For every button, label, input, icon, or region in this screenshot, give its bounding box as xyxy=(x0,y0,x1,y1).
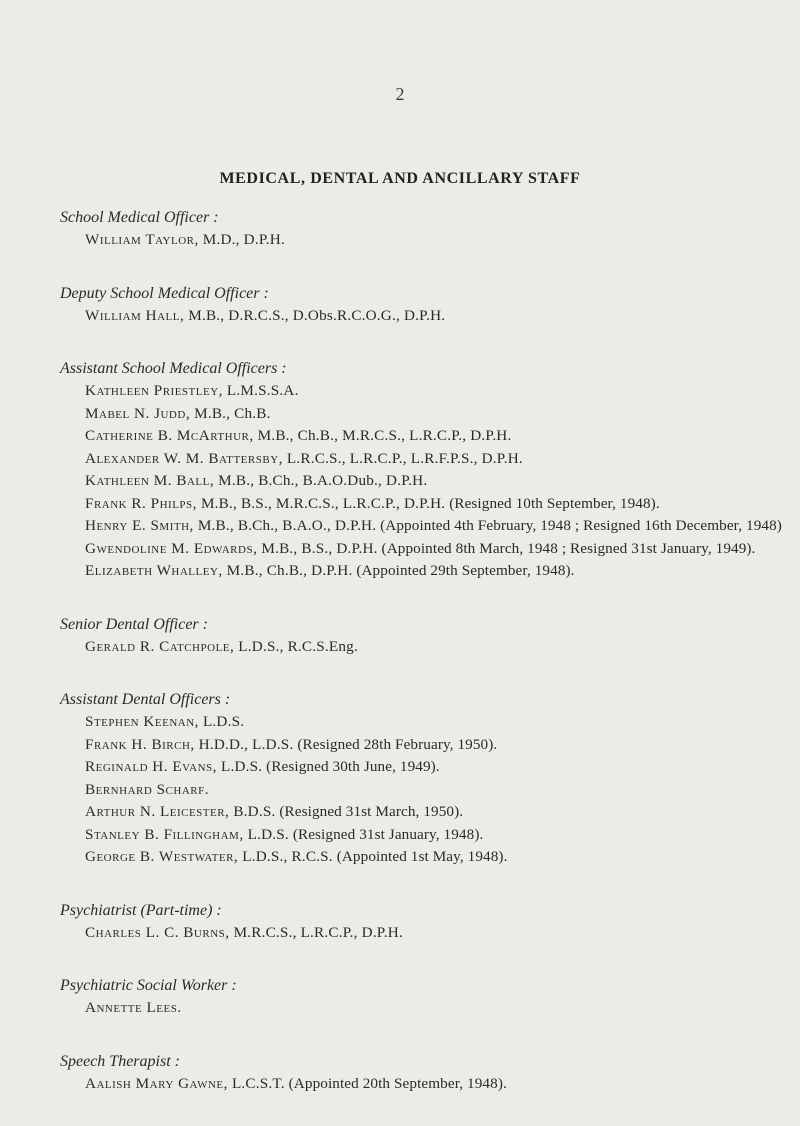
staff-name: Frank H. Birch, xyxy=(85,735,195,753)
staff-entry xyxy=(60,493,798,516)
staff-name: Annette Lees. xyxy=(85,999,182,1016)
staff-entry xyxy=(60,1073,798,1096)
staff-note: (Appointed 8th March, 1948 ; Resigned 31st January, 1949). xyxy=(377,539,756,557)
staff-qualifications: M.B., D.R.C.S., D.Obs.R.C.O.G., D.P.H. xyxy=(184,306,446,324)
staff-note: (Resigned 28th February, 1950). xyxy=(293,735,498,753)
section-title: School Medical Officer : xyxy=(60,209,219,226)
staff-qualifications: L.D.S. xyxy=(216,758,263,775)
staff-qualifications: M.B., B.Ch., B.A.O.Dub., D.P.H. xyxy=(214,472,428,489)
staff-qualifications: L.D.S. xyxy=(243,825,289,843)
staff-entry xyxy=(60,997,798,1020)
page-heading: MEDICAL, DENTAL AND ANCILLARY STAFF xyxy=(219,170,581,187)
staff-qualifications: L.C.S.T. xyxy=(227,1074,285,1092)
staff-entry xyxy=(60,756,798,779)
staff-name: Bernhard Scharf. xyxy=(85,780,210,798)
staff-qualifications: M.B., B.S., D.P.H. xyxy=(257,539,378,557)
staff-qualifications: M.B., Ch.B. xyxy=(190,404,271,422)
staff-list xyxy=(60,207,798,1126)
section-title: Psychiatrist (Part-time) : xyxy=(60,901,222,919)
staff-name: Mabel N. Judd, xyxy=(85,404,191,422)
staff-name: Reginald H. Evans, xyxy=(85,758,217,775)
staff-qualifications: M.B., Ch.B., M.R.C.S., L.R.C.P., D.P.H. xyxy=(253,427,512,444)
staff-name: Stanley B. Fillingham, xyxy=(85,825,244,843)
staff-entry xyxy=(60,824,798,847)
staff-note: (Appointed 4th February, 1948 ; Resigned 16th December, 1948) xyxy=(376,517,782,534)
staff-section xyxy=(60,900,798,945)
staff-entry xyxy=(60,380,798,403)
section-title: Psychiatric Social Worker : xyxy=(60,977,237,994)
staff-section xyxy=(60,975,798,1020)
staff-note: (Appointed 1st May, 1948). xyxy=(332,848,508,865)
staff-section xyxy=(60,283,798,328)
staff-entry xyxy=(60,734,798,757)
staff-name: Alexander W. M. Battersby, xyxy=(85,449,283,467)
staff-name: Aalish Mary Gawne, xyxy=(85,1074,228,1092)
staff-note: (Resigned 31st January, 1948). xyxy=(288,825,484,843)
staff-section xyxy=(60,207,798,252)
staff-qualifications: M.B., B.S., M.R.C.S., L.R.C.P., D.P.H. xyxy=(196,494,446,512)
staff-entry xyxy=(60,779,798,802)
staff-section xyxy=(60,689,798,869)
staff-section xyxy=(60,614,798,659)
staff-entry xyxy=(60,801,798,824)
section-title: Senior Dental Officer : xyxy=(60,615,208,633)
staff-qualifications: H.D.D., L.D.S. xyxy=(194,735,294,753)
staff-entry xyxy=(60,515,798,538)
staff-section xyxy=(60,1051,798,1096)
staff-qualifications: M.B., Ch.B., D.P.H. xyxy=(222,562,353,579)
staff-name: Gwendoline M. Edwards, xyxy=(85,539,258,557)
staff-qualifications: B.D.S. xyxy=(229,803,276,820)
staff-entry xyxy=(60,470,798,493)
staff-name: Arthur N. Leicester, xyxy=(85,803,230,820)
staff-section xyxy=(60,358,798,583)
staff-entry xyxy=(60,846,798,869)
staff-name: Kathleen M. Ball, xyxy=(85,472,215,489)
staff-entry xyxy=(60,922,798,945)
staff-note: (Resigned 10th September, 1948). xyxy=(445,494,660,512)
staff-qualifications: M.D., D.P.H. xyxy=(198,231,285,248)
staff-note: (Appointed 20th September, 1948). xyxy=(284,1074,507,1092)
staff-note: (Appointed 29th September, 1948). xyxy=(352,562,575,579)
staff-name: George B. Westwater, xyxy=(85,848,239,865)
staff-qualifications: M.R.C.S., L.R.C.P., D.P.H. xyxy=(229,923,403,941)
staff-entry xyxy=(60,229,798,252)
staff-name: Catherine B. McArthur, xyxy=(85,427,254,444)
staff-name: Frank R. Philps, xyxy=(85,494,197,512)
staff-entry xyxy=(60,538,798,561)
staff-entry xyxy=(60,403,798,426)
staff-name: William Hall, xyxy=(85,306,185,324)
staff-qualifications: L.M.S.S.A. xyxy=(222,382,299,399)
section-title: Speech Therapist : xyxy=(60,1052,180,1070)
staff-note: (Resigned 31st March, 1950). xyxy=(275,803,464,820)
staff-entry xyxy=(60,711,798,734)
staff-name: Elizabeth Whalley, xyxy=(85,562,223,579)
staff-name: Kathleen Priestley, xyxy=(85,382,223,399)
staff-name: Gerald R. Catchpole, xyxy=(85,637,235,655)
staff-qualifications: M.B., B.Ch., B.A.O., D.P.H. xyxy=(193,517,377,534)
section-title: Assistant Dental Officers : xyxy=(60,691,231,708)
staff-entry xyxy=(60,305,798,328)
section-title: Deputy School Medical Officer : xyxy=(60,284,269,302)
staff-qualifications: L.D.S., R.C.S. xyxy=(238,848,333,865)
staff-entry xyxy=(60,448,798,471)
staff-qualifications: L.D.S., R.C.S.Eng. xyxy=(234,637,358,655)
staff-qualifications: L.D.S. xyxy=(198,713,245,730)
staff-name: Charles L. C. Burns, xyxy=(85,923,230,941)
staff-entry xyxy=(60,425,798,448)
page-number: 2 xyxy=(395,84,405,104)
staff-entry xyxy=(60,636,798,659)
staff-entry xyxy=(60,560,798,583)
staff-name: Stephen Keenan, xyxy=(85,713,199,730)
section-title: Assistant School Medical Officers : xyxy=(60,360,287,377)
staff-name: Henry E. Smith, xyxy=(85,517,194,534)
staff-note: (Resigned 30th June, 1949). xyxy=(262,758,440,775)
staff-name: William Taylor, xyxy=(85,231,199,248)
staff-qualifications: L.R.C.S., L.R.C.P., L.R.F.P.S., D.P.H. xyxy=(282,449,523,467)
